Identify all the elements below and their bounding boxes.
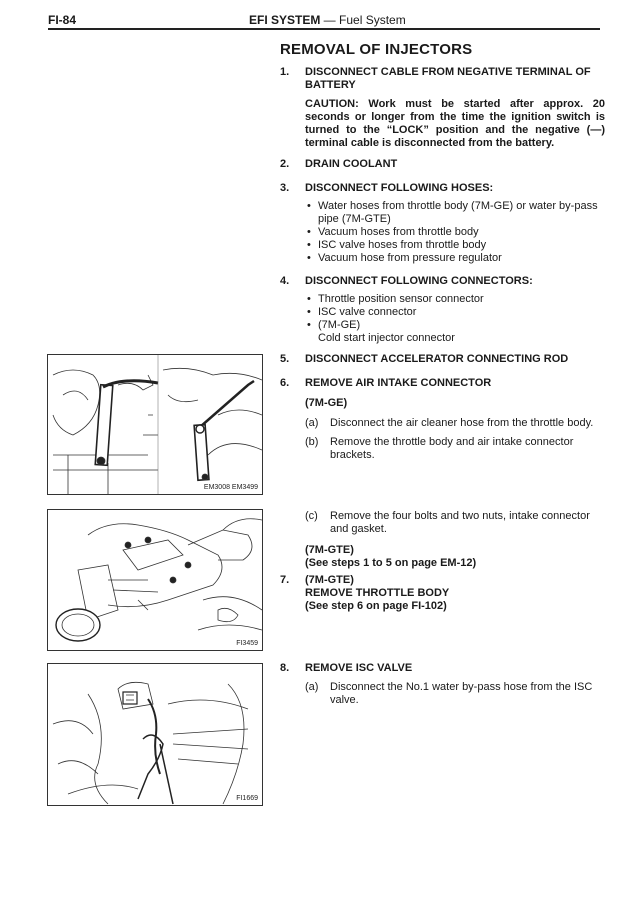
step-3 — [280, 182, 605, 265]
page-title: REMOVAL OF INJECTORS — [280, 41, 473, 58]
isc-valve-illustration — [48, 664, 262, 805]
header-rule — [48, 28, 600, 30]
step-number: 5. — [280, 353, 290, 365]
step-heading: DISCONNECT ACCELERATOR CONNECTING ROD — [305, 353, 569, 365]
cross-reference: (See steps 1 to 5 on page EM-12) — [305, 557, 477, 569]
header-separator: — — [320, 13, 340, 27]
list-item: • Vacuum hoses from throttle body — [305, 226, 605, 239]
step-heading: DISCONNECT FOLLOWING CONNECTORS: — [305, 275, 533, 287]
list-item: • Water hoses from throttle body (7M-GE) or water by-pass pipe (7M-GTE) — [305, 200, 605, 226]
engine-variant: (7M-GE) — [305, 397, 348, 409]
substep-text: Disconnect the air cleaner hose from the throttle body. — [330, 417, 594, 429]
section-name: EFI SYSTEM — [249, 13, 321, 27]
substep-a — [305, 417, 605, 430]
step-heading: DRAIN COOLANT — [305, 158, 398, 170]
figure-isc-valve — [47, 663, 263, 806]
step-heading: REMOVE ISC VALVE — [305, 662, 413, 674]
substep-b — [305, 436, 605, 462]
substep-text: Remove the four bolts and two nuts, intake connector and gasket. — [330, 510, 590, 535]
figure-intake-brackets — [47, 354, 263, 495]
substep-label: (a) — [305, 681, 319, 693]
caution-note: CAUTION: Work must be started after approx. 20 seconds or longer from the time the ignition switch is turned to the “LOCK” position and the negative (—) terminal cable is disconnected from the battery. — [305, 98, 605, 149]
list-item: • Vacuum hose from pressure regulator — [305, 252, 605, 265]
figure-caption: FI1669 — [236, 795, 258, 802]
list-item: • ISC valve connector — [305, 306, 605, 319]
step-number: 4. — [280, 275, 290, 287]
substep-text: Remove the throttle body and air intake connector brackets. — [330, 436, 574, 461]
step-number: 6. — [280, 377, 290, 389]
step-heading: DISCONNECT CABLE FROM NEGATIVE TERMINAL OF BATTERY — [305, 66, 591, 91]
step-heading: REMOVE AIR INTAKE CONNECTOR — [305, 377, 492, 389]
substep-label: (b) — [305, 436, 319, 448]
list-item-text: Cold start injector connector — [318, 332, 455, 344]
figure-caption: FI3459 — [236, 640, 258, 647]
list-item: • Throttle position sensor connector — [305, 293, 605, 306]
step-2 — [280, 158, 605, 171]
page-code: FI-84 — [48, 13, 77, 27]
subsection-name: Fuel System — [339, 13, 406, 27]
figure-caption: EM3008 EM3499 — [203, 484, 258, 491]
connector-list — [305, 293, 605, 345]
wrench-illustration — [48, 355, 262, 494]
substep-text: Disconnect the No.1 water by-pass hose from the ISC valve. — [330, 681, 593, 706]
cross-reference: (See step 6 on page FI-102) — [305, 600, 447, 612]
substep-label: (c) — [305, 510, 318, 522]
step-8 — [280, 662, 605, 707]
running-header — [249, 13, 406, 27]
list-item: • (7M-GE) — [305, 319, 605, 332]
hose-list — [305, 200, 605, 265]
substep-a — [305, 681, 605, 707]
step-heading: DISCONNECT FOLLOWING HOSES: — [305, 182, 494, 194]
substep-c — [305, 510, 605, 536]
step-number: 7. — [280, 574, 290, 586]
step-6-continued — [280, 510, 605, 570]
intake-connector-illustration — [48, 510, 262, 650]
list-item-continuation — [305, 332, 605, 345]
step-number: 3. — [280, 182, 290, 194]
step-4 — [280, 275, 605, 345]
engine-variant: (7M-GTE) — [305, 544, 354, 556]
step-number: 2. — [280, 158, 290, 170]
engine-variant: (7M-GTE) — [305, 574, 354, 586]
step-heading: REMOVE THROTTLE BODY — [305, 587, 450, 599]
figure-intake-connector — [47, 509, 263, 651]
step-6 — [280, 377, 605, 462]
step-5 — [280, 353, 605, 366]
step-7 — [280, 574, 605, 613]
step-number: 8. — [280, 662, 290, 674]
step-number: 1. — [280, 66, 290, 78]
list-item: • ISC valve hoses from throttle body — [305, 239, 605, 252]
substep-label: (a) — [305, 417, 319, 429]
step-1 — [280, 66, 605, 150]
